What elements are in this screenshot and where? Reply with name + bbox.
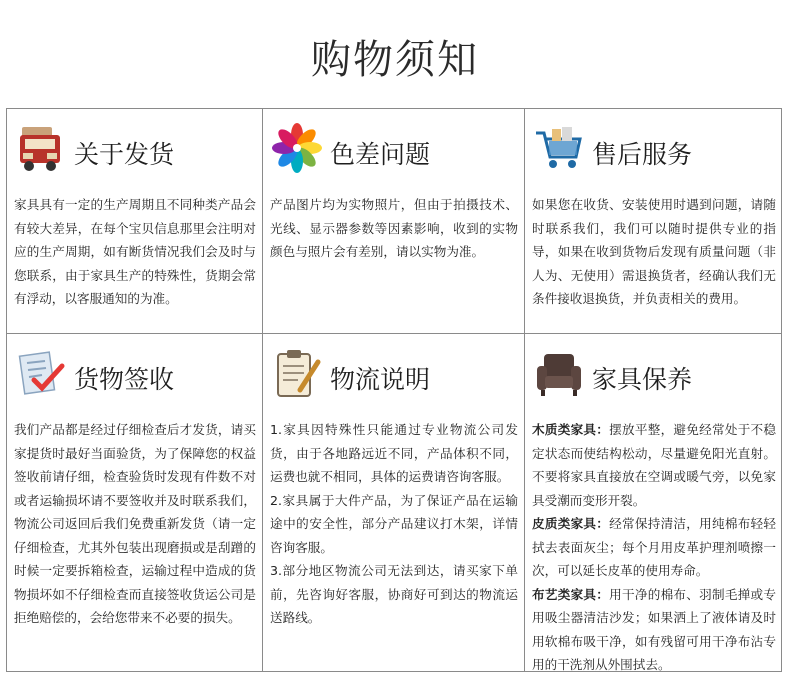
section-heading: 售后服务	[592, 140, 693, 169]
armchair-icon	[532, 346, 586, 400]
page-title: 购物须知	[311, 37, 479, 83]
color-wheel-icon	[270, 121, 324, 175]
care-text: 经常保持清洁，用纯棉布轻轻拭去表面灰尘；每个月用皮革护理剂喷擦一次，可以延长皮革的使用寿命。	[532, 516, 777, 578]
logistics-item: 3.部分地区物流公司无法到达，请买家下单前，先咨询好客服，协商好可到达的物流运送路线。	[270, 563, 518, 625]
logistics-item: 2.家具属于大件产品，为了保证产品在运输途中的安全性，部分产品建议打木架，详情咨询客服。	[270, 492, 518, 555]
care-item-fabric	[532, 583, 776, 677]
section-heading: 家具保养	[592, 365, 693, 394]
section-text: 产品图片均为实物照片，但由于拍摄技术、光线、显示器参数等因素影响，收到的实物颜色与照片会有差别，请以实物为准。	[270, 197, 518, 259]
care-label: 皮质类家具：	[532, 516, 610, 531]
section-text: 我们产品都是经过仔细检查后才发货，请买家提货时最好当面验货，为了保障您的权益签收前请仔细，检查验货时发现有件数不对或者运输损坏请不要签收并及时联系我们，物流公司返回后我们免费重新发货（请一定仔细检查，尤其外包装出现磨损或是刮蹭的时候一定要拆箱检查，运输过程中造成的货物损坏如不仔细检查而直接签收货运公司是拒绝赔偿的，会给您带来不必要的损失。	[14, 422, 256, 625]
care-label: 布艺类家具：	[532, 586, 610, 602]
shopping-cart-icon	[532, 121, 586, 175]
care-text: 用干净的棉布、羽制毛掸或专用吸尘器清洁沙发；如果洒上了液体请及时用软棉布吸干净，如有残留可用干净布沾专用的干洗剂从外围拭去。	[532, 586, 777, 672]
section-text: 家具具有一定的生产周期且不同种类产品会有较大差异，在每个宝贝信息那里会注明对应的生产周期，如有断货情况我们会及时与您联系，由于家具生产的特殊性，货期会常有浮动，以客服通知的为准。	[14, 197, 256, 306]
section-heading: 关于发货	[74, 140, 175, 169]
section-furniture-care	[525, 334, 782, 672]
section-heading: 物流说明	[330, 365, 431, 394]
info-grid	[6, 108, 782, 672]
care-label: 木质类家具：	[532, 422, 610, 437]
clipboard-pen-icon	[270, 346, 324, 400]
section-shipping	[7, 109, 262, 333]
care-item-wood	[532, 418, 776, 512]
section-after-sales	[525, 109, 782, 333]
section-heading: 货物签收	[74, 365, 175, 394]
care-text: 摆放平整，避免经常处于不稳定状态而使结构松动，尽量避免阳光直射。不要将家具直接放在空调或暖气旁，以免家具受潮而变形开裂。	[532, 422, 777, 508]
section-logistics	[263, 334, 524, 672]
section-color-difference	[263, 109, 524, 333]
checklist-icon	[14, 346, 68, 400]
section-text: 如果您在收货、安装使用时遇到问题，请随时联系我们，我们可以随时提供专业的指导，如果在收到货物后发现有质量问题（非人为、无使用）需退换货者，经确认我们无条件接收退换货，并负责相关的费用。	[532, 197, 776, 306]
care-item-leather	[532, 512, 776, 583]
section-receipt	[7, 334, 262, 672]
delivery-truck-icon	[14, 121, 68, 175]
section-heading: 色差问题	[330, 140, 431, 169]
logistics-item: 1.家具因特殊性只能通过专业物流公司发货，由于各地路远近不同，产品体积不同，运费也就不相同，具体的运费请咨询客服。	[270, 422, 518, 484]
